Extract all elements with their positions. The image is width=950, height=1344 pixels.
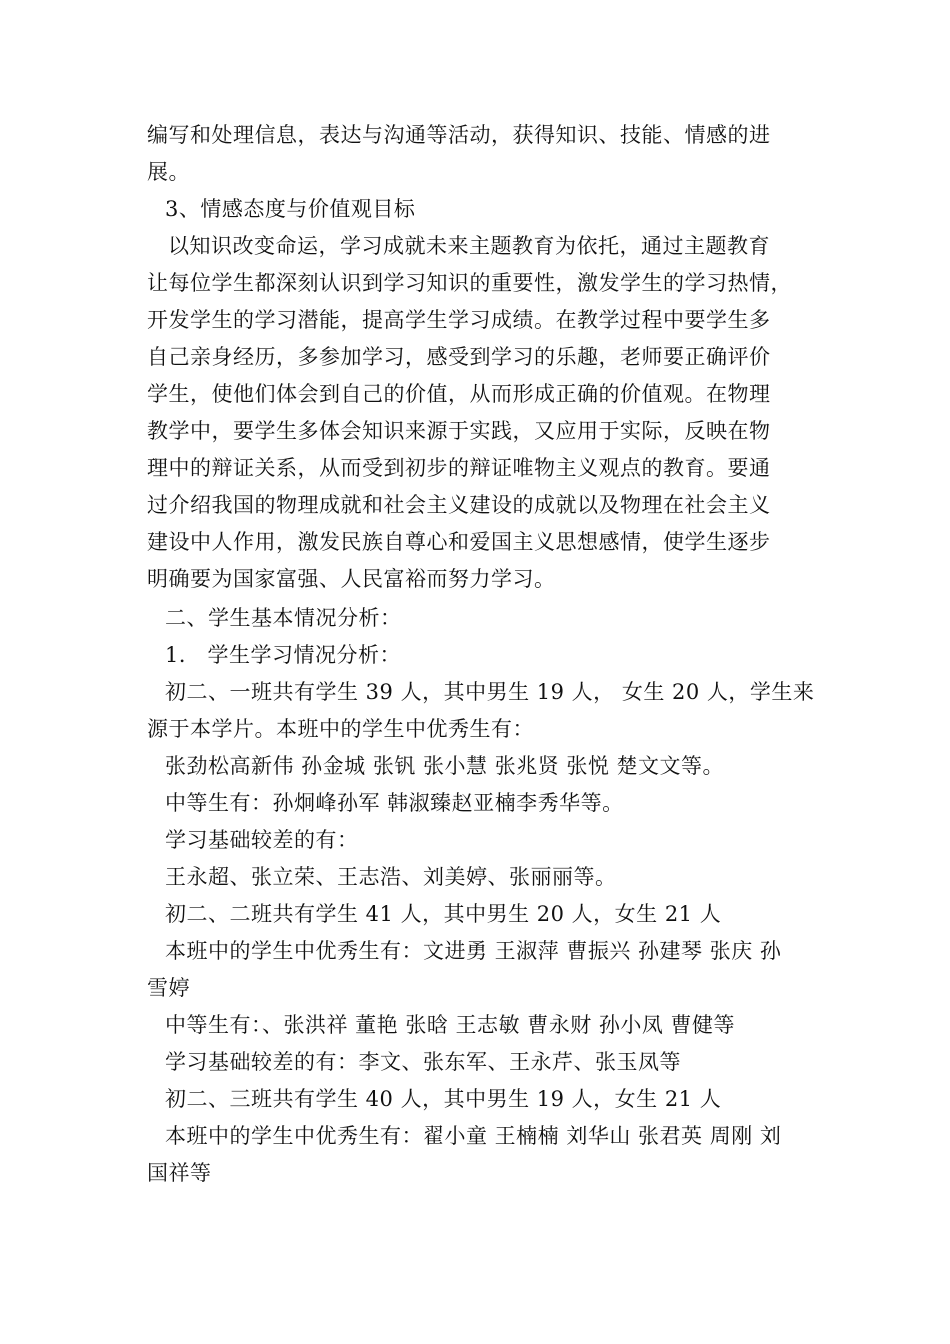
paragraph-line: 中等生有：孙炯峰孙军 韩淑臻赵亚楠李秀华等。 (165, 791, 624, 815)
paragraph-line: 学生，使他们体会到自己的价值，从而形成正确的价值观。在物理 (147, 382, 771, 406)
paragraph-line: 自己亲身经历，多参加学习，感受到学习的乐趣，老师要正确评价 (147, 345, 771, 369)
paragraph-line: 展。 (147, 160, 190, 184)
paragraph-line: 张劲松高新伟 孙金城 张钒 张小慧 张兆贤 张悦 楚文文等。 (165, 754, 725, 778)
paragraph-line: 让每位学生都深刻认识到学习知识的重要性，激发学生的学习热情， (147, 271, 792, 295)
paragraph-line: 雪婷 (147, 976, 190, 1000)
subsection-heading: 1． 学生学习情况分析： (165, 643, 402, 667)
paragraph-line: 本班中的学生中优秀生有：翟小童 王楠楠 刘华山 张君英 周刚 刘 (165, 1124, 782, 1148)
paragraph-line: 国祥等 (147, 1161, 212, 1185)
paragraph-line: 开发学生的学习潜能，提高学生学习成绩。在教学过程中要学生多 (147, 308, 771, 332)
paragraph-line: 建设中人作用，激发民族自尊心和爱国主义思想感情，使学生逐步 (147, 530, 771, 554)
paragraph-line: 学习基础较差的有： (165, 828, 359, 852)
paragraph-line: 教学中，要学生多体会知识来源于实践，又应用于实际，反映在物 (147, 419, 771, 443)
paragraph-line: 本班中的学生中优秀生有：文进勇 王淑萍 曹振兴 孙建琴 张庆 孙 (165, 939, 782, 963)
paragraph-line: 明确要为国家富强、人民富裕而努力学习。 (147, 567, 556, 591)
paragraph-line: 理中的辩证关系，从而受到初步的辩证唯物主义观点的教育。要通 (147, 456, 771, 480)
paragraph-line: 初二、二班共有学生 41 人，其中男生 20 人，女生 21 人 (165, 902, 722, 926)
paragraph-line: 初二、一班共有学生 39 人，其中男生 19 人， 女生 20 人，学生来 (165, 680, 815, 704)
paragraph-line: 学习基础较差的有：李文、张东军、王永芹、张玉凤等 (165, 1050, 681, 1074)
paragraph-line: 编写和处理信息，表达与沟通等活动，获得知识、技能、情感的进 (147, 123, 771, 147)
paragraph-line: 中等生有：、张洪祥 董艳 张晗 王志敏 曹永财 孙小凤 曹健等 (165, 1013, 736, 1037)
paragraph-line: 王永超、张立荣、王志浩、刘美婷、张丽丽等。 (165, 865, 617, 889)
paragraph-line: 过介绍我国的物理成就和社会主义建设的成就以及物理在社会主义 (147, 493, 771, 517)
paragraph-line: 源于本学片。本班中的学生中优秀生有： (147, 717, 534, 741)
paragraph-line: 初二、三班共有学生 40 人，其中男生 19 人，女生 21 人 (165, 1087, 722, 1111)
paragraph-line: 以知识改变命运，学习成就未来主题教育为依托，通过主题教育 (168, 234, 770, 258)
section-heading: 3、情感态度与价值观目标 (165, 197, 416, 221)
section-heading: 二、学生基本情况分析： (165, 606, 402, 630)
